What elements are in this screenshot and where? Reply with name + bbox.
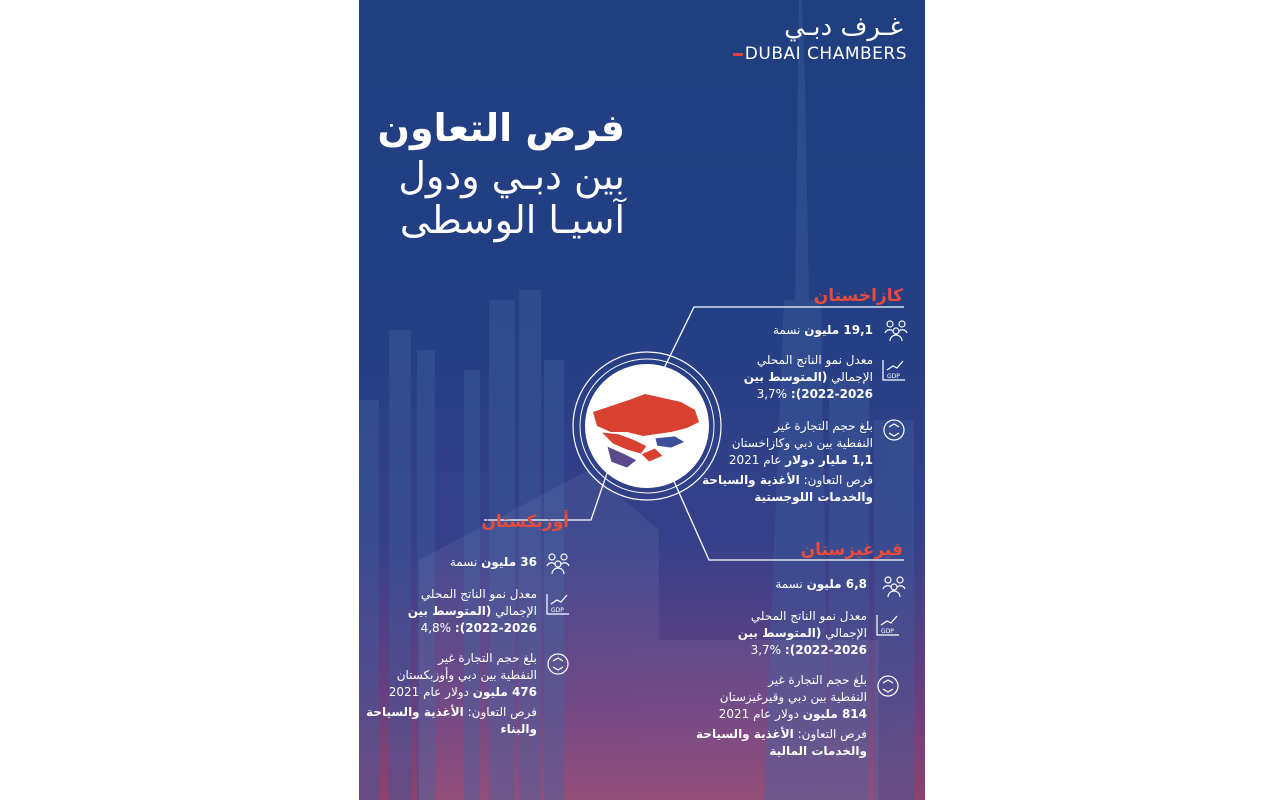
kazakhstan-gdp xyxy=(744,352,873,403)
kyrgyzstan-trade-line-2: النفطية بين دبي وقيرغيزستان xyxy=(719,690,867,704)
kazakhstan-gdp-line-3 xyxy=(744,386,873,403)
uzbekistan-gdp-line-3 xyxy=(408,620,537,637)
uzbekistan-population xyxy=(450,554,537,571)
logo-english xyxy=(733,44,907,64)
kazakhstan-gdp-line-2 xyxy=(744,369,873,386)
gdp-icon-label: GDP xyxy=(551,607,564,614)
uzbekistan-gdp xyxy=(408,586,537,637)
trade-cycle-icon xyxy=(545,652,571,676)
kazakhstan-population-value: 19,1 مليون xyxy=(804,323,873,337)
kyrgyzstan-opps-line-2: والخدمات المالية xyxy=(769,744,867,758)
kazakhstan-population-suffix: نسمة xyxy=(772,323,801,337)
kyrgyzstan-population xyxy=(775,576,867,593)
kazakhstan-gdp-line-2-bold: (المتوسط بين xyxy=(743,370,828,384)
title-line-2: بين دبـي ودول xyxy=(398,154,625,198)
kyrgyzstan-heading: قيرغيزستان xyxy=(800,540,903,560)
kazakhstan-gdp-line-3-bold: 2022-2026): xyxy=(790,387,873,401)
kyrgyzstan-opportunities-line-2 xyxy=(696,743,867,760)
uzbekistan-gdp-line-3-bold: 2022-2026): xyxy=(454,621,537,635)
kazakhstan-population xyxy=(773,322,873,339)
uzbekistan-opportunities xyxy=(366,704,537,738)
gdp-chart-icon xyxy=(545,592,571,616)
kyrgyzstan-opportunities xyxy=(696,726,867,760)
kazakhstan-trade-line-1: بلغ حجم التجارة غير xyxy=(774,419,873,433)
gdp-icon-label: GDP xyxy=(881,628,894,635)
kyrgyzstan-gdp-line-2-plain: الإجمالي xyxy=(825,626,867,640)
uzbekistan-opps-label: فرص التعاون: xyxy=(467,705,537,719)
kazakhstan-opportunities-line-2 xyxy=(702,489,873,506)
kyrgyzstan-opps-label: فرص التعاون: xyxy=(797,727,867,741)
kazakhstan-trade-year: عام 2021 xyxy=(728,453,782,467)
kyrgyzstan-opps-line-1: الأغذية والسياحة xyxy=(696,727,794,741)
kazakhstan-gdp-value: 3,7% xyxy=(756,387,788,401)
title-line-3: آسيـا الوسطى xyxy=(399,198,625,242)
logo-english-text: DUBAI CHAMBERS xyxy=(744,44,907,64)
kyrgyzstan-gdp xyxy=(738,608,867,659)
uzbekistan-gdp-line-1: معدل نمو الناتج المحلي xyxy=(420,587,537,601)
uzbekistan-population-value: 36 مليون xyxy=(481,555,537,569)
gdp-chart-icon xyxy=(881,358,907,382)
people-icon xyxy=(545,551,571,575)
title-line-1: فرص التعاون xyxy=(377,106,625,150)
uzbekistan-trade-line-2: النفطية بين دبي وأوزبكستان xyxy=(396,668,537,682)
kyrgyzstan-trade-value: 814 مليون xyxy=(802,707,867,721)
uzbekistan-gdp-line-2 xyxy=(408,603,537,620)
uzbekistan-population-suffix: نسمة xyxy=(449,555,478,569)
kyrgyzstan-trade xyxy=(719,672,867,723)
kazakhstan-gdp-line-1: معدل نمو الناتج المحلي xyxy=(756,353,873,367)
kyrgyzstan-gdp-line-2-bold: (المتوسط بين xyxy=(737,626,822,640)
uzbekistan-opps-line-1: الأغذية والسياحة xyxy=(366,705,464,719)
kazakhstan-opps-label: فرص التعاون: xyxy=(803,473,873,487)
kazakhstan-opps-line-2: والخدمات اللوجستية xyxy=(754,490,873,504)
uzbekistan-gdp-line-2-bold: (المتوسط بين xyxy=(407,604,492,618)
uzbekistan-trade-value: 476 مليون xyxy=(472,685,537,699)
kyrgyzstan-population-suffix: نسمة xyxy=(775,577,803,591)
uzbekistan-opps-line-2: والبناء xyxy=(500,722,537,736)
uzbekistan-trade-line-1: بلغ حجم التجارة غير xyxy=(438,651,537,665)
uzbekistan-opportunities-line-2 xyxy=(366,721,537,738)
logo-arabic: غـرف دبـي xyxy=(784,12,903,42)
kyrgyzstan-gdp-line-1: معدل نمو الناتج المحلي xyxy=(750,609,867,623)
kazakhstan-opportunities xyxy=(702,472,873,506)
infographic-poster xyxy=(359,0,925,800)
uzbekistan-opportunities-line-1 xyxy=(366,704,537,721)
logo-accent-dash xyxy=(733,53,743,56)
uzbekistan-trade xyxy=(389,650,537,701)
gdp-icon-label: GDP xyxy=(887,373,900,380)
central-asia-map xyxy=(571,350,723,502)
kyrgyzstan-opportunities-line-1 xyxy=(696,726,867,743)
kyrgyzstan-trade-year: دولار عام 2021 xyxy=(718,707,799,721)
kazakhstan-opportunities-line-1 xyxy=(702,472,873,489)
kyrgyzstan-gdp-line-3-bold: 2022-2026): xyxy=(784,643,867,657)
gdp-chart-icon xyxy=(875,613,901,637)
kyrgyzstan-trade-line-1: بلغ حجم التجارة غير xyxy=(768,673,867,687)
kyrgyzstan-gdp-value: 3,7% xyxy=(750,643,782,657)
kyrgyzstan-population-value: 6,8 مليون xyxy=(806,577,867,591)
kazakhstan-heading: كازاخستان xyxy=(813,286,903,306)
kyrgyzstan-gdp-line-2 xyxy=(738,625,867,642)
uzbekistan-trade-line-3 xyxy=(389,684,537,701)
trade-cycle-icon xyxy=(875,674,901,698)
uzbekistan-gdp-line-2-plain: الإجمالي xyxy=(495,604,537,618)
kazakhstan-trade-value: 1,1 مليار دولار xyxy=(785,453,873,467)
kazakhstan-gdp-line-2-plain: الإجمالي xyxy=(831,370,873,384)
kazakhstan-trade xyxy=(729,418,873,469)
kazakhstan-trade-line-3 xyxy=(729,452,873,469)
kazakhstan-trade-line-2: النفطية بين دبي وكازاخستان xyxy=(731,436,873,450)
uzbekistan-heading: أوزبكستان xyxy=(481,512,569,532)
kazakhstan-opps-line-1: الأغذية والسياحة xyxy=(702,473,800,487)
people-icon xyxy=(881,574,907,598)
kyrgyzstan-trade-line-3 xyxy=(719,706,867,723)
uzbekistan-gdp-value: 4,8% xyxy=(420,621,452,635)
kyrgyzstan-gdp-line-3 xyxy=(738,642,867,659)
trade-cycle-icon xyxy=(881,418,907,442)
people-icon xyxy=(883,318,909,342)
uzbekistan-trade-year: دولار عام 2021 xyxy=(388,685,469,699)
